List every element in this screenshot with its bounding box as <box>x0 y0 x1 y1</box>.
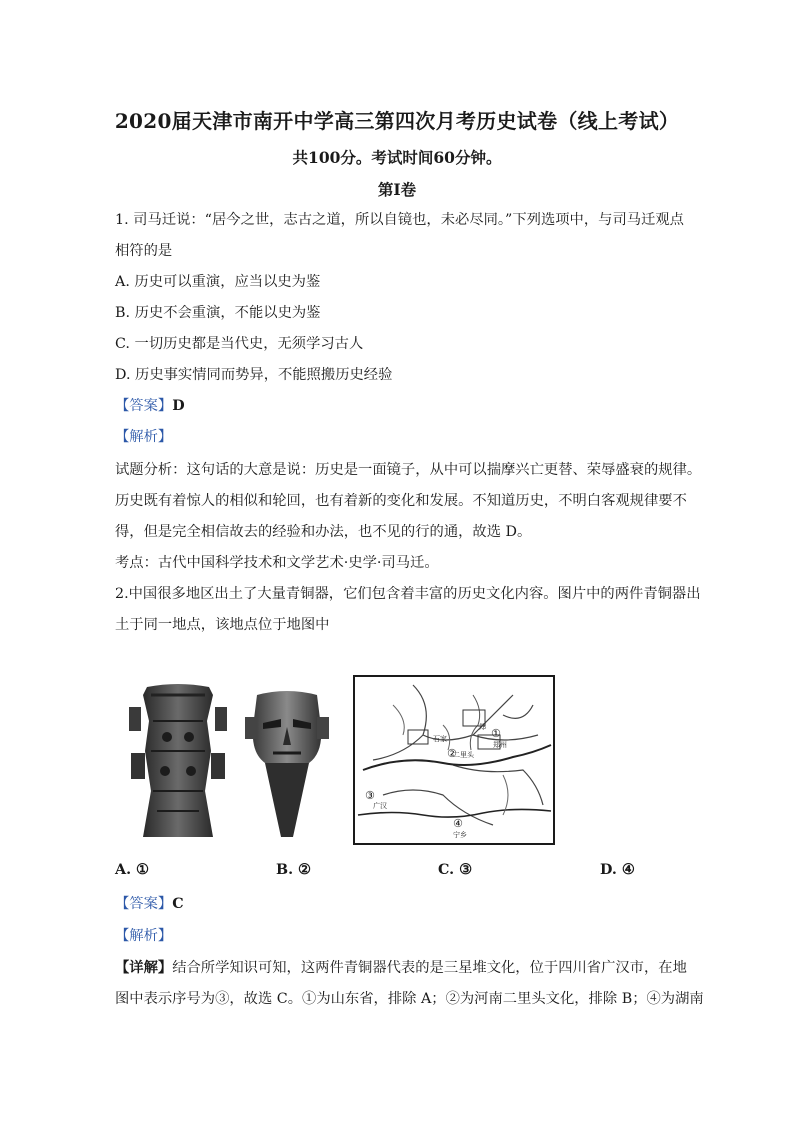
q1-analysis-line3: 得，但是完全相信故去的经验和办法，也不见的行的通，故选 D。 <box>115 524 532 540</box>
answer-label: 【答案】 <box>115 398 173 414</box>
map-city-a: 石家 <box>433 735 447 743</box>
q1-analysis-line1: 试题分析：这句话的大意是说：历史是一面镜子，从中可以揣摩兴亡更替、荣辱盛衰的规律。 <box>115 462 702 478</box>
answer-label: 【答案】 <box>115 896 173 912</box>
map-city-b: 郑 <box>479 723 486 731</box>
bronze-mask-image <box>243 687 331 845</box>
q2-option-a: A. ① <box>115 862 149 878</box>
q1-kaodian: 考点：古代中国科学技术和文学艺术·史学·司马迁。 <box>115 555 439 571</box>
q1-analysis-line2: 历史既有着惊人的相似和轮回，也有着新的变化和发展。不知道历史，不明白客观规律要不 <box>115 493 687 509</box>
map-city-d: 宁乡 <box>453 831 467 839</box>
q1-option-c: C. 一切历史都是当代史，无须学习古人 <box>115 336 364 352</box>
q1-option-b: B. 历史不会重演，不能以史为鉴 <box>115 305 321 321</box>
q1-option-d: D. 历史事实情同而势异，不能照搬历史经验 <box>115 367 393 383</box>
q2-detail-line2: 图中表示序号为③，故选 C。①为山东省，排除 A；②为河南二里头文化，排除 B；④为湖南 <box>115 991 704 1007</box>
q1-answer <box>115 395 185 415</box>
answer-value: D <box>172 398 185 414</box>
section-heading: 第Ⅰ卷 <box>377 180 417 199</box>
q2-option-b: B. ② <box>276 862 311 878</box>
map-city-f: 二里头 <box>453 751 474 759</box>
ancient-china-map <box>353 675 555 845</box>
q2-analysis-label: 【解析】 <box>115 928 173 944</box>
q2-option-d: D. ④ <box>600 862 635 878</box>
detail-text-1: 结合所学知识可知，这两件青铜器代表的是三星堆文化，位于四川省广汉市，在地 <box>172 960 687 976</box>
q2-option-c: C. ③ <box>438 862 472 878</box>
map-marker-4: ④ <box>453 817 463 830</box>
map-marker-3: ③ <box>365 789 375 802</box>
q2-stem-line2: 土于同一地点，该地点位于地图中 <box>115 617 330 633</box>
map-city-c: 广汉 <box>373 802 387 810</box>
bronze-vessel-image <box>127 681 229 841</box>
exam-info: 共100分。考试时间60分钟。 <box>292 148 502 167</box>
document-title: 2020届天津市南开中学高三第四次月考历史试卷（线上考试） <box>114 109 680 133</box>
map-marker-1: ① <box>491 727 501 740</box>
q2-answer <box>115 893 184 913</box>
detail-label: 【详解】 <box>115 960 173 976</box>
map-city-e: 郑州 <box>493 741 507 749</box>
q2-figure <box>115 673 560 848</box>
q1-option-a: A. 历史可以重演，应当以史为鉴 <box>115 274 321 290</box>
q1-stem-line2: 相符的是 <box>115 243 173 259</box>
answer-value: C <box>172 896 184 912</box>
map-marker-2: ② <box>447 747 457 760</box>
q2-detail-line1 <box>115 957 687 977</box>
q1-stem-line1: 1. 司马迁说：“居今之世，志古之道，所以自镜也，未必尽同。”下列选项中，与司马迁观点 <box>115 212 684 228</box>
q1-analysis-label: 【解析】 <box>115 429 173 445</box>
q2-stem-line1: 2.中国很多地区出土了大量青铜器，它们包含着丰富的历史文化内容。图片中的两件青铜器出 <box>115 586 701 602</box>
